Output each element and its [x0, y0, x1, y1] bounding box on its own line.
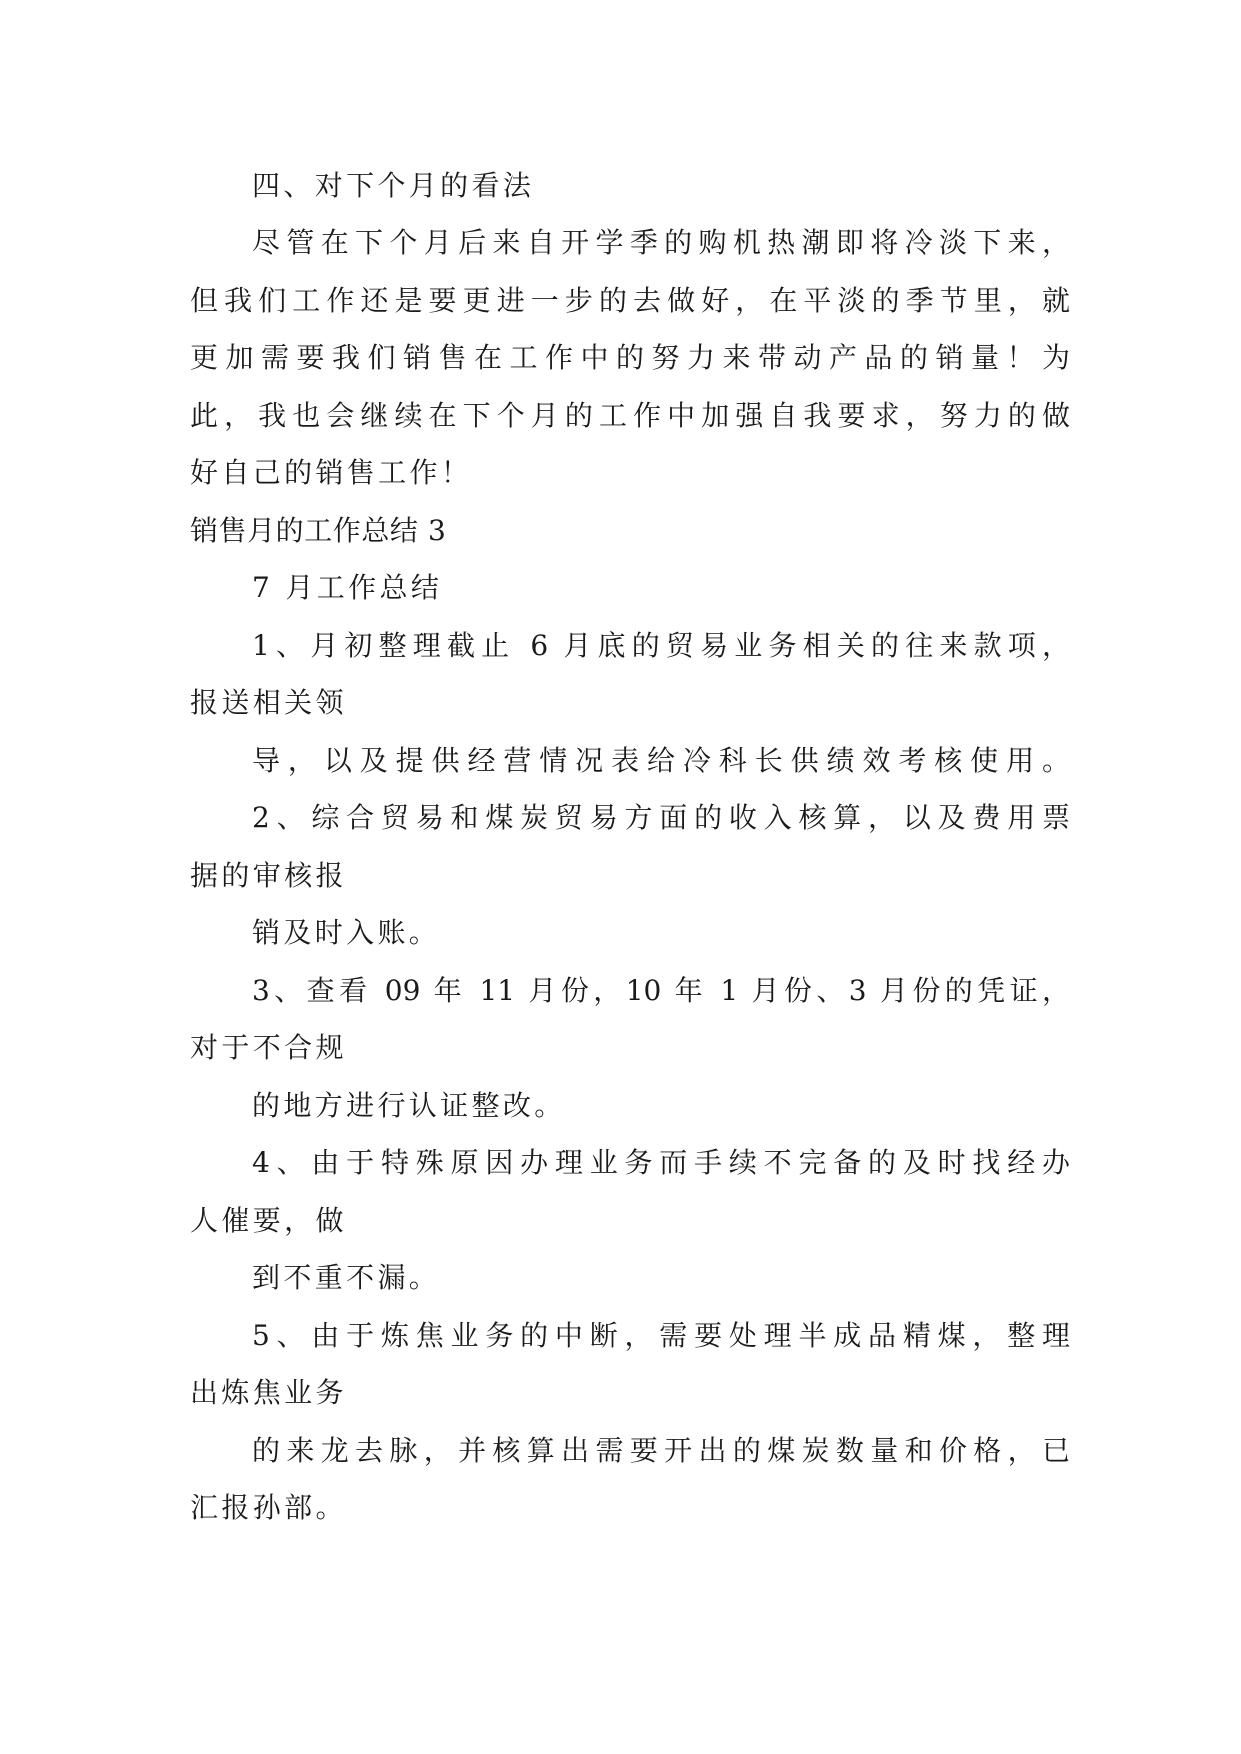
- article-title: 销售月的工作总结 3: [190, 514, 447, 547]
- list-item-line: 汇报孙部。: [190, 1491, 347, 1524]
- list-item-line: 4、由于特殊原因办理业务而手续不完备的及时找经办: [252, 1146, 1070, 1179]
- list-item-line: 5、由于炼焦业务的中断，需要处理半成品精煤，整理: [252, 1319, 1070, 1352]
- list-item-line: 出炼焦业务: [190, 1376, 347, 1409]
- paragraph-line: 更加需要我们销售在工作中的努力来带动产品的销量！为: [190, 341, 1070, 374]
- list-item-line: 报送相关领: [190, 686, 347, 719]
- paragraph-line: 此，我也会继续在下个月的工作中加强自我要求，努力的做: [190, 399, 1070, 432]
- section-heading: 7 月工作总结: [252, 571, 443, 604]
- list-item-line: 的地方进行认证整改。: [252, 1089, 566, 1122]
- list-item-line: 人催要，做: [190, 1204, 347, 1237]
- paragraph-line: 好自己的销售工作！: [190, 456, 473, 489]
- paragraph-line: 但我们工作还是要更进一步的去做好，在平淡的季节里，就: [190, 284, 1070, 317]
- list-item-line: 对于不合规: [190, 1031, 347, 1064]
- list-item-line: 到不重不漏。: [252, 1261, 441, 1294]
- list-item-line: 2、综合贸易和煤炭贸易方面的收入核算，以及费用票: [252, 801, 1070, 834]
- list-item-line: 据的审核报: [190, 859, 347, 892]
- list-item-line: 3、查看 09 年 11 月份，10 年 1 月份、3 月份的凭证，: [252, 974, 1070, 1007]
- section-heading: 四、对下个月的看法: [252, 169, 535, 202]
- list-item-line: 1、月初整理截止 6 月底的贸易业务相关的往来款项，: [252, 629, 1070, 662]
- list-item-line: 导，以及提供经营情况表给冷科长供绩效考核使用。: [252, 744, 1070, 777]
- paragraph-line: 尽管在下个月后来自开学季的购机热潮即将冷淡下来，: [252, 226, 1070, 259]
- list-item-line: 的来龙去脉，并核算出需要开出的煤炭数量和价格，已: [252, 1434, 1070, 1467]
- list-item-line: 销及时入账。: [252, 916, 441, 949]
